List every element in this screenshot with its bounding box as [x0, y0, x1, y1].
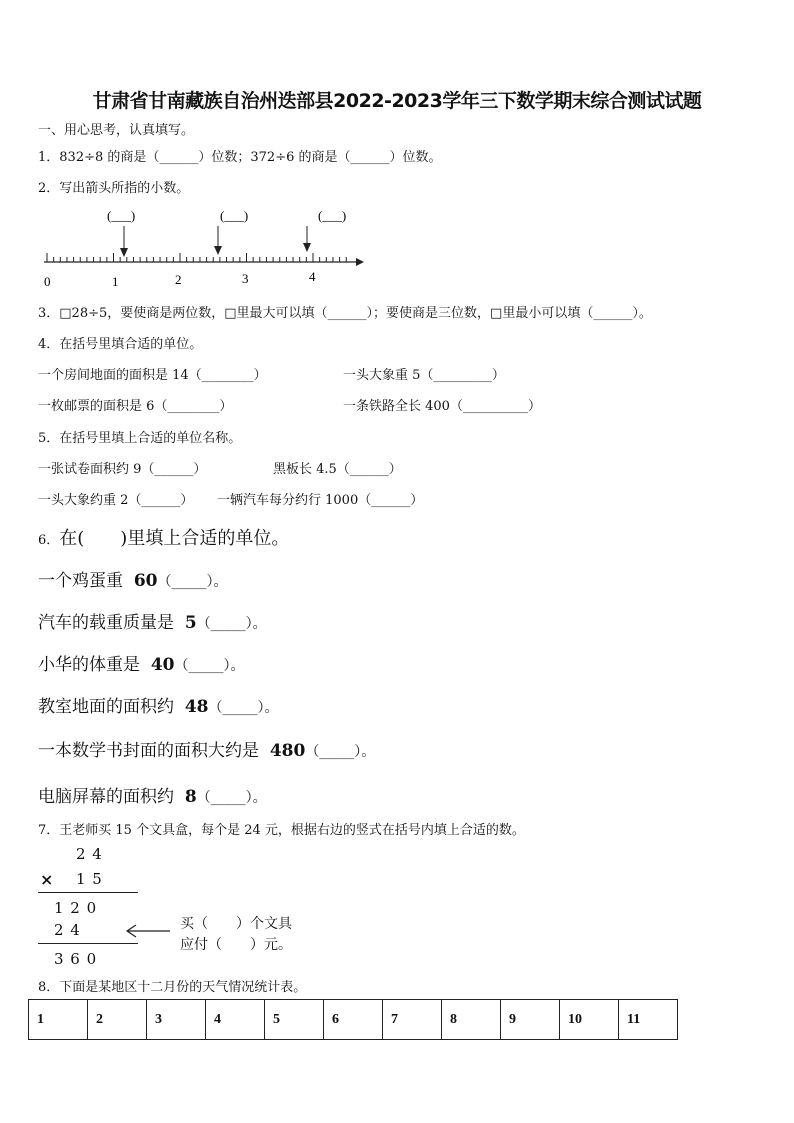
q6-item-text: 教室地面的面积约	[38, 697, 174, 717]
table-cell: 2	[88, 1000, 147, 1040]
table-cell: 10	[560, 1000, 619, 1040]
question-8: 8．下面是某地区十二月份的天气情况统计表。	[38, 980, 307, 995]
calc-row-5: 3 6 0	[54, 950, 98, 968]
q6-item-num: 60	[133, 571, 158, 591]
tick-label-3: 3	[242, 271, 249, 286]
page-title: 甘肃省甘南藏族自治州迭部县2022-2023学年三下数学期末综合测试试题	[92, 90, 702, 112]
question-2: 2．写出箭头所指的小数。	[38, 181, 190, 196]
question-3: 3．□28÷5，要使商是两位数，□里最大可以填（______）；要使商是三位数，□里最小可以填（______）。	[38, 306, 652, 321]
question-7: 7．王老师买 15 个文具盒，每个是 24 元，根据右边的竖式在括号内填上合适的数。	[38, 823, 525, 838]
calc-row-3: 1 2 0	[54, 899, 98, 917]
arrow-down-icon	[120, 226, 128, 257]
q5-item: 一头大象约重 2（______）	[38, 493, 194, 508]
q6-item-blank: （_____）。	[208, 700, 279, 716]
table-cell: 6	[324, 1000, 383, 1040]
question-4: 4．在括号里填合适的单位。	[38, 337, 203, 352]
table-cell: 8	[442, 1000, 501, 1040]
q6-item	[38, 650, 244, 675]
number-line	[0, 200, 400, 295]
q6-item	[38, 736, 375, 761]
tick-label-4: 4	[309, 269, 316, 284]
calc-note-2: 应付（ ）元。	[180, 937, 292, 953]
tick-label-2: 2	[175, 272, 182, 287]
q6-item-blank: （_____）。	[196, 790, 267, 806]
arrow-left-icon	[124, 924, 174, 938]
q6-number: 6．	[38, 533, 60, 548]
table-cell: 5	[265, 1000, 324, 1040]
calc-row-2: 1 5	[76, 870, 103, 888]
q6-item-text: 一本数学书封面的面积大约是	[38, 741, 259, 761]
arrow-down-icon	[303, 226, 311, 252]
calc-divider	[38, 943, 138, 944]
q6-item-blank: （_____）。	[196, 616, 267, 632]
table-cell: 7	[383, 1000, 442, 1040]
q6-item-num: 48	[184, 697, 209, 717]
q6-item-num: 40	[150, 655, 175, 675]
tick-label-0: 0	[44, 274, 51, 289]
q6-item-blank: （_____）。	[305, 744, 376, 760]
tick-label-1: 1	[112, 274, 119, 289]
q6-item-text: 小华的体重是	[38, 655, 140, 675]
q6-item-blank: （_____）。	[174, 658, 245, 674]
q6-item	[38, 782, 267, 807]
question-5: 5．在括号里填上合适的单位名称。	[38, 431, 242, 446]
q6-item-text: 电脑屏幕的面积约	[38, 787, 174, 807]
calc-divider	[38, 892, 138, 893]
calc-note-1: 买（ ）个文具	[180, 916, 292, 932]
q6-item	[38, 692, 278, 717]
q5-item: 黑板长 4.5（______）	[273, 462, 402, 477]
section-heading: 一、用心思考，认真填写。	[38, 123, 195, 138]
question-6	[38, 524, 289, 550]
calc-row-4: 2 4	[54, 921, 81, 939]
q6-item	[38, 566, 227, 591]
q4-item: 一条铁路全长 400（__________）	[343, 399, 541, 414]
table-row	[29, 1000, 678, 1040]
q6-text: 在( )里填上合适的单位。	[59, 528, 290, 549]
q6-item-num: 5	[184, 613, 197, 633]
arrow-down-icon	[214, 226, 222, 255]
q6-item	[38, 608, 267, 633]
calc-row-1: 2 4	[76, 845, 103, 863]
q4-item: 一头大象重 5（_________）	[343, 368, 505, 383]
q6-item-text: 一个鸡蛋重	[38, 571, 123, 591]
q5-item: 一辆汽车每分约行 1000（______）	[217, 493, 424, 508]
question-1: 1．832÷8 的商是（______）位数；372÷6 的商是（______）位数。	[38, 150, 442, 165]
table-cell: 1	[29, 1000, 88, 1040]
arrow-label-3: (___)	[318, 208, 347, 223]
weather-table	[28, 999, 678, 1040]
table-cell: 11	[619, 1000, 678, 1040]
table-cell: 4	[206, 1000, 265, 1040]
q4-item: 一个房间地面的面积是 14（________）	[38, 368, 267, 383]
q6-item-text: 汽车的载重质量是	[38, 613, 174, 633]
arrow-label-2: (___)	[220, 208, 249, 223]
q6-item-num: 480	[269, 741, 306, 761]
arrow-label-1: (___)	[107, 208, 136, 223]
q5-item: 一张试卷面积约 9（______）	[38, 462, 207, 477]
q6-item-num: 8	[184, 787, 197, 807]
q6-item-blank: （_____）。	[157, 574, 228, 590]
table-cell: 9	[501, 1000, 560, 1040]
times-icon: ×	[40, 870, 54, 889]
table-cell: 3	[147, 1000, 206, 1040]
q4-item: 一枚邮票的面积是 6（________）	[38, 399, 233, 414]
